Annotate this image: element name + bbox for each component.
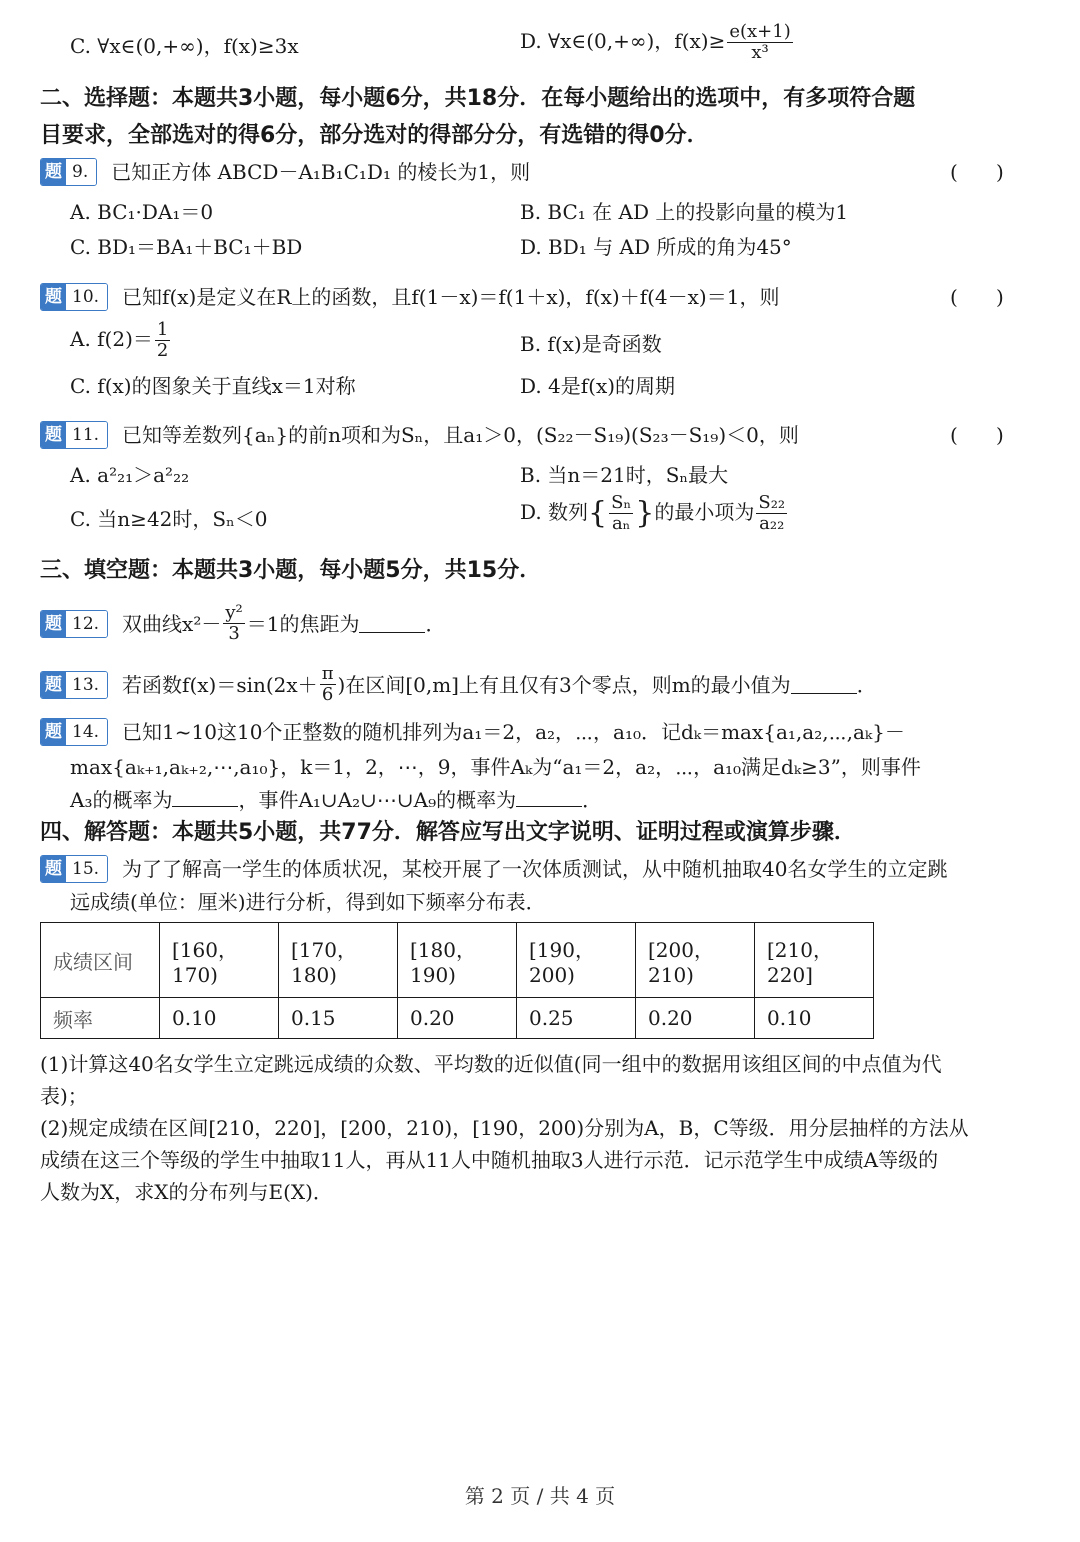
fraction-denominator: a₂₂ (759, 513, 785, 534)
interval-start: [180， (410, 937, 476, 962)
q15-line-1: 为了了解高一学生的体质状况，某校开展了一次体质测试，从中随机抽取40名女学生的立定跳 (122, 857, 948, 881)
answer-paren: ( ) (950, 423, 1004, 447)
q11-option-d-fraction-2 (756, 493, 787, 534)
question-12-header (40, 603, 445, 644)
q12-text-pre: 双曲线x²－ (122, 611, 222, 636)
q11-option-d-mid: 的最小项为 (654, 500, 755, 524)
tag-label: 题 (41, 719, 66, 745)
question-number: 11. (66, 422, 107, 448)
q13-fraction (320, 664, 336, 705)
question-number: 14. (66, 719, 107, 745)
interval-end: 180) (291, 962, 337, 987)
answer-paren: ( ) (950, 285, 1004, 309)
question-tag (40, 283, 108, 311)
q10-option-d: D. 4是f(x)的周期 (520, 374, 676, 398)
section-3-title: 三、填空题：本题共3小题，每小题5分，共15分． (40, 558, 542, 583)
q11-option-d-fraction (609, 493, 633, 534)
answer-blank[interactable] (359, 614, 425, 633)
q15-part1-line1: (1)计算这40名女学生立定跳远成绩的众数、平均数的近似值(同一组中的数据用该组区间的中点值为代 (40, 1052, 942, 1076)
answer-paren: ( ) (950, 160, 1004, 184)
q11-option-c: C. 当n≥42时，Sₙ＜0 (70, 507, 268, 531)
freq-cell: 0.20 (636, 998, 755, 1039)
question-9-stem: 已知正方体 ABCD－A₁B₁C₁D₁ 的棱长为1，则 (111, 160, 531, 184)
fraction-denominator: 2 (156, 340, 169, 361)
question-9-header (40, 158, 530, 186)
fraction-numerator: e(x+1) (729, 21, 791, 42)
q14-line-3-a: A₃的概率为 (70, 788, 173, 812)
fraction-denominator: aₙ (611, 513, 631, 534)
q9-option-a: A. BC₁·DA₁＝0 (70, 200, 214, 224)
interval-start: [160， (172, 937, 238, 962)
interval-end: 190) (410, 962, 456, 987)
question-13-header (40, 664, 877, 705)
tag-label: 题 (41, 672, 66, 698)
question-number: 12. (66, 611, 107, 637)
question-tag (40, 671, 108, 699)
freq-cell: 0.25 (517, 998, 636, 1039)
question-tag (40, 610, 108, 638)
interval-end: 220] (767, 962, 813, 987)
tag-label: 题 (41, 284, 66, 310)
q15-line-2: 远成绩(单位：厘米)进行分析，得到如下频率分布表． (70, 890, 546, 914)
tag-label: 题 (41, 856, 66, 882)
question-tag (40, 421, 108, 449)
answer-blank[interactable] (172, 788, 238, 807)
option-d-fraction (727, 22, 792, 63)
q10-option-a-text: A. f(2)＝ (70, 327, 153, 351)
q14-line-3 (70, 784, 602, 816)
q13-text-pre: 若函数f(x)＝sin(2x＋ (122, 672, 318, 697)
table-row (41, 923, 874, 998)
question-11-stem: 已知等差数列{aₙ}的前n项和为Sₙ，且a₁＞0，(S₂₂－S₁₉)(S₂₃－S₁₉)＜0，则 (122, 423, 799, 447)
section-2-title: 二、选择题：本题共3小题，每小题6分，共18分．在每小题给出的选项中，有多项符合题 (40, 86, 916, 111)
interval-start: [200， (648, 937, 714, 962)
q10-option-c: C. f(x)的图象关于直线x＝1对称 (70, 374, 356, 398)
q10-option-b: B. f(x)是奇函数 (520, 332, 662, 356)
option-d (520, 22, 795, 63)
q12-text-post: ＝1的焦距为 (246, 611, 360, 636)
fraction-numerator: Sₙ (611, 492, 632, 513)
question-11-header (40, 421, 799, 449)
fraction-numerator: S₂₂ (758, 492, 786, 513)
fraction-denominator: x³ (751, 42, 769, 63)
interval-cell (160, 923, 279, 998)
question-number: 10. (66, 284, 107, 310)
table-header-cell: 成绩区间 (41, 923, 160, 998)
question-10-header (40, 283, 779, 311)
fraction-numerator: 1 (156, 319, 169, 340)
option-d-text: D. ∀x∈(0,+∞)，f(x)≥ (520, 29, 726, 53)
fraction-numerator: π (321, 663, 334, 684)
freq-cell: 0.10 (755, 998, 874, 1039)
interval-cell (636, 923, 755, 998)
tag-label: 题 (41, 611, 66, 637)
question-number: 15. (66, 856, 107, 882)
q10-option-a (70, 320, 172, 361)
interval-end: 200) (529, 962, 575, 987)
q14-line-3-b: ，事件A₁∪A₂∪⋯∪A₉的概率为 (238, 788, 517, 812)
freq-cell: 0.10 (160, 998, 279, 1039)
interval-start: [170， (291, 937, 357, 962)
option-c: C. ∀x∈(0,+∞)，f(x)≥3x (70, 34, 299, 58)
question-14-header (40, 718, 905, 746)
q11-option-a: A. a²₂₁＞a²₂₂ (70, 463, 190, 487)
answer-blank[interactable] (516, 788, 582, 807)
question-number: 13. (66, 672, 107, 698)
question-tag (40, 158, 97, 186)
fraction-denominator: 6 (321, 684, 334, 705)
q14-line-1: 已知1~10这10个正整数的随机排列为a₁＝2，a₂，⋯，a₁₀．记dₖ＝max{a₁,a₂,⋯,aₖ}－ (122, 720, 905, 744)
frequency-table (40, 922, 874, 1039)
interval-cell (755, 923, 874, 998)
q11-option-d-text: D. 数列 (520, 500, 589, 524)
section-4-title: 四、解答题：本题共5小题，共77分．解答应写出文字说明、证明过程或演算步骤． (40, 820, 856, 845)
q9-option-d: D. BD₁ 与 AD 所成的角为45° (520, 235, 792, 259)
question-10-stem: 已知f(x)是定义在R上的函数，且f(1－x)＝f(1＋x)，f(x)＋f(4－x)＝1，则 (122, 285, 780, 309)
interval-start: [190， (529, 937, 595, 962)
interval-start: [210， (767, 937, 833, 962)
q15-part2-line1: (2)规定成绩在区间[210，220]，[200，210)，[190，200)分别为A，B，C等级．用分层抽样的方法从 (40, 1116, 969, 1140)
tag-label: 题 (41, 422, 66, 448)
tag-label: 题 (41, 159, 66, 185)
q15-part1-line2: 表)； (40, 1084, 88, 1108)
fraction-denominator: 3 (228, 623, 240, 644)
question-number: 9. (66, 159, 96, 185)
q9-option-c: C. BD₁＝BA₁＋BC₁＋BD (70, 235, 303, 259)
table-row (41, 998, 874, 1039)
q12-fraction (223, 603, 244, 644)
q15-part2-line3: 人数为X，求X的分布列与E(X)． (40, 1180, 333, 1204)
question-tag (40, 718, 108, 746)
q10-option-a-fraction (155, 320, 170, 361)
section-2-title-cont: 目要求，全部选对的得6分，部分选对的得部分分，有选错的得0分． (40, 123, 709, 148)
freq-cell: 0.20 (398, 998, 517, 1039)
question-tag (40, 855, 108, 883)
q11-option-d: D. 数列{ $\frac{\text{Sₙ}}{\text{aₙ}}$ }的最小项为 $\frac{\text{S₂₂}}{\text{a₂₂}}$ (520, 492, 786, 534)
interval-end: 210) (648, 962, 694, 987)
q12-end: ． (425, 611, 446, 636)
interval-cell (279, 923, 398, 998)
freq-cell: 0.15 (279, 998, 398, 1039)
page-footer: 第 2 页 / 共 4 页 (464, 1484, 616, 1508)
interval-cell (517, 923, 636, 998)
q15-part2-line2: 成绩在这三个等级的学生中抽取11人，再从11人中随机抽取3人进行示范．记示范学生中成绩A等级的 (40, 1148, 939, 1172)
table-header-cell: 频率 (41, 998, 160, 1039)
interval-end: 170) (172, 962, 218, 987)
q9-option-b: B. BC₁ 在 AD 上的投影向量的模为1 (520, 200, 849, 224)
answer-blank[interactable] (791, 675, 857, 694)
fraction-numerator: y² (225, 602, 243, 623)
q13-text-post: )在区间[0,m]上有且仅有3个零点，则m的最小值为 (337, 672, 791, 697)
q14-line-3-c: ． (582, 788, 603, 812)
interval-cell (398, 923, 517, 998)
q14-line-2: max{aₖ₊₁,aₖ₊₂,⋯,a₁₀}，k＝1，2，⋯，9，事件Aₖ为“a₁＝2，a₂，⋯，a₁₀满足dₖ≥3”，则事件 (70, 755, 921, 779)
question-15-header (40, 855, 948, 883)
q13-end: ． (856, 672, 877, 697)
q11-option-b: B. 当n＝21时，Sₙ最大 (520, 463, 729, 487)
